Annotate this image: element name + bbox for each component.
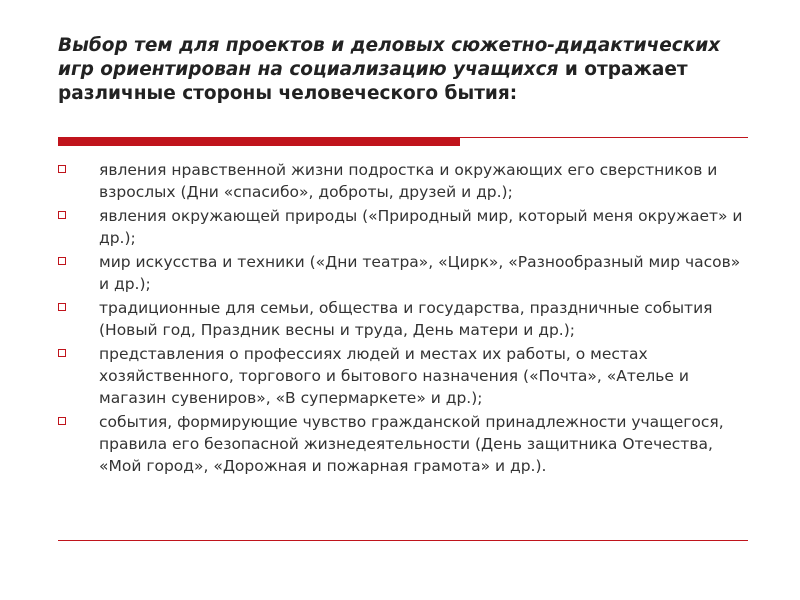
list-item-text: явления нравственной жизни подростка и окружающих его сверстников и взрослых (Дни «спасибо», доброты, друзей и др.);: [99, 161, 718, 201]
list-item: [55, 205, 745, 249]
list-item: [55, 159, 745, 203]
square-bullet-icon: [58, 257, 66, 265]
square-bullet-icon: [58, 417, 66, 425]
list-item: [55, 343, 745, 409]
slide-title-regular: и отражает различные стороны человеческого бытия:: [58, 59, 688, 104]
topic-list: [55, 159, 745, 479]
title-divider: [58, 137, 748, 146]
list-item-text: представления о профессиях людей и местах их работы, о местах хозяйственного, торгового и бытового назначения («Почта», «Ателье и магазин сувениров», «В супермаркете» и др.);: [99, 345, 689, 407]
list-item-text: события, формирующие чувство гражданской принадлежности учащегося, правила его безопасной жизнедеятельности (День защитника Отечества, «Мой город», «Дорожная и пожарная грамота» и др.).: [99, 413, 724, 475]
list-item: [55, 251, 745, 295]
slide-title: [58, 34, 758, 106]
square-bullet-icon: [58, 303, 66, 311]
list-item-text: традиционные для семьи, общества и государства, праздничные события (Новый год, Праздник весны и труда, День матери и др.);: [99, 299, 713, 339]
square-bullet-icon: [58, 349, 66, 357]
square-bullet-icon: [58, 165, 66, 173]
list-item-text: мир искусства и техники («Дни театра», «Цирк», «Разнообразный мир часов» и др.);: [99, 253, 741, 293]
square-bullet-icon: [58, 211, 66, 219]
title-divider-thin: [460, 137, 748, 138]
list-item: [55, 411, 745, 477]
list-item-text: явления окружающей природы («Природный мир, который меня окружает» и др.);: [99, 207, 743, 247]
slide-title-italic: Выбор тем для проектов и деловых сюжетно-дидактических игр ориентирован на социализацию учащихся: [58, 35, 721, 80]
footer-divider: [58, 540, 748, 541]
title-divider-thick: [58, 137, 460, 146]
list-item: [55, 297, 745, 341]
